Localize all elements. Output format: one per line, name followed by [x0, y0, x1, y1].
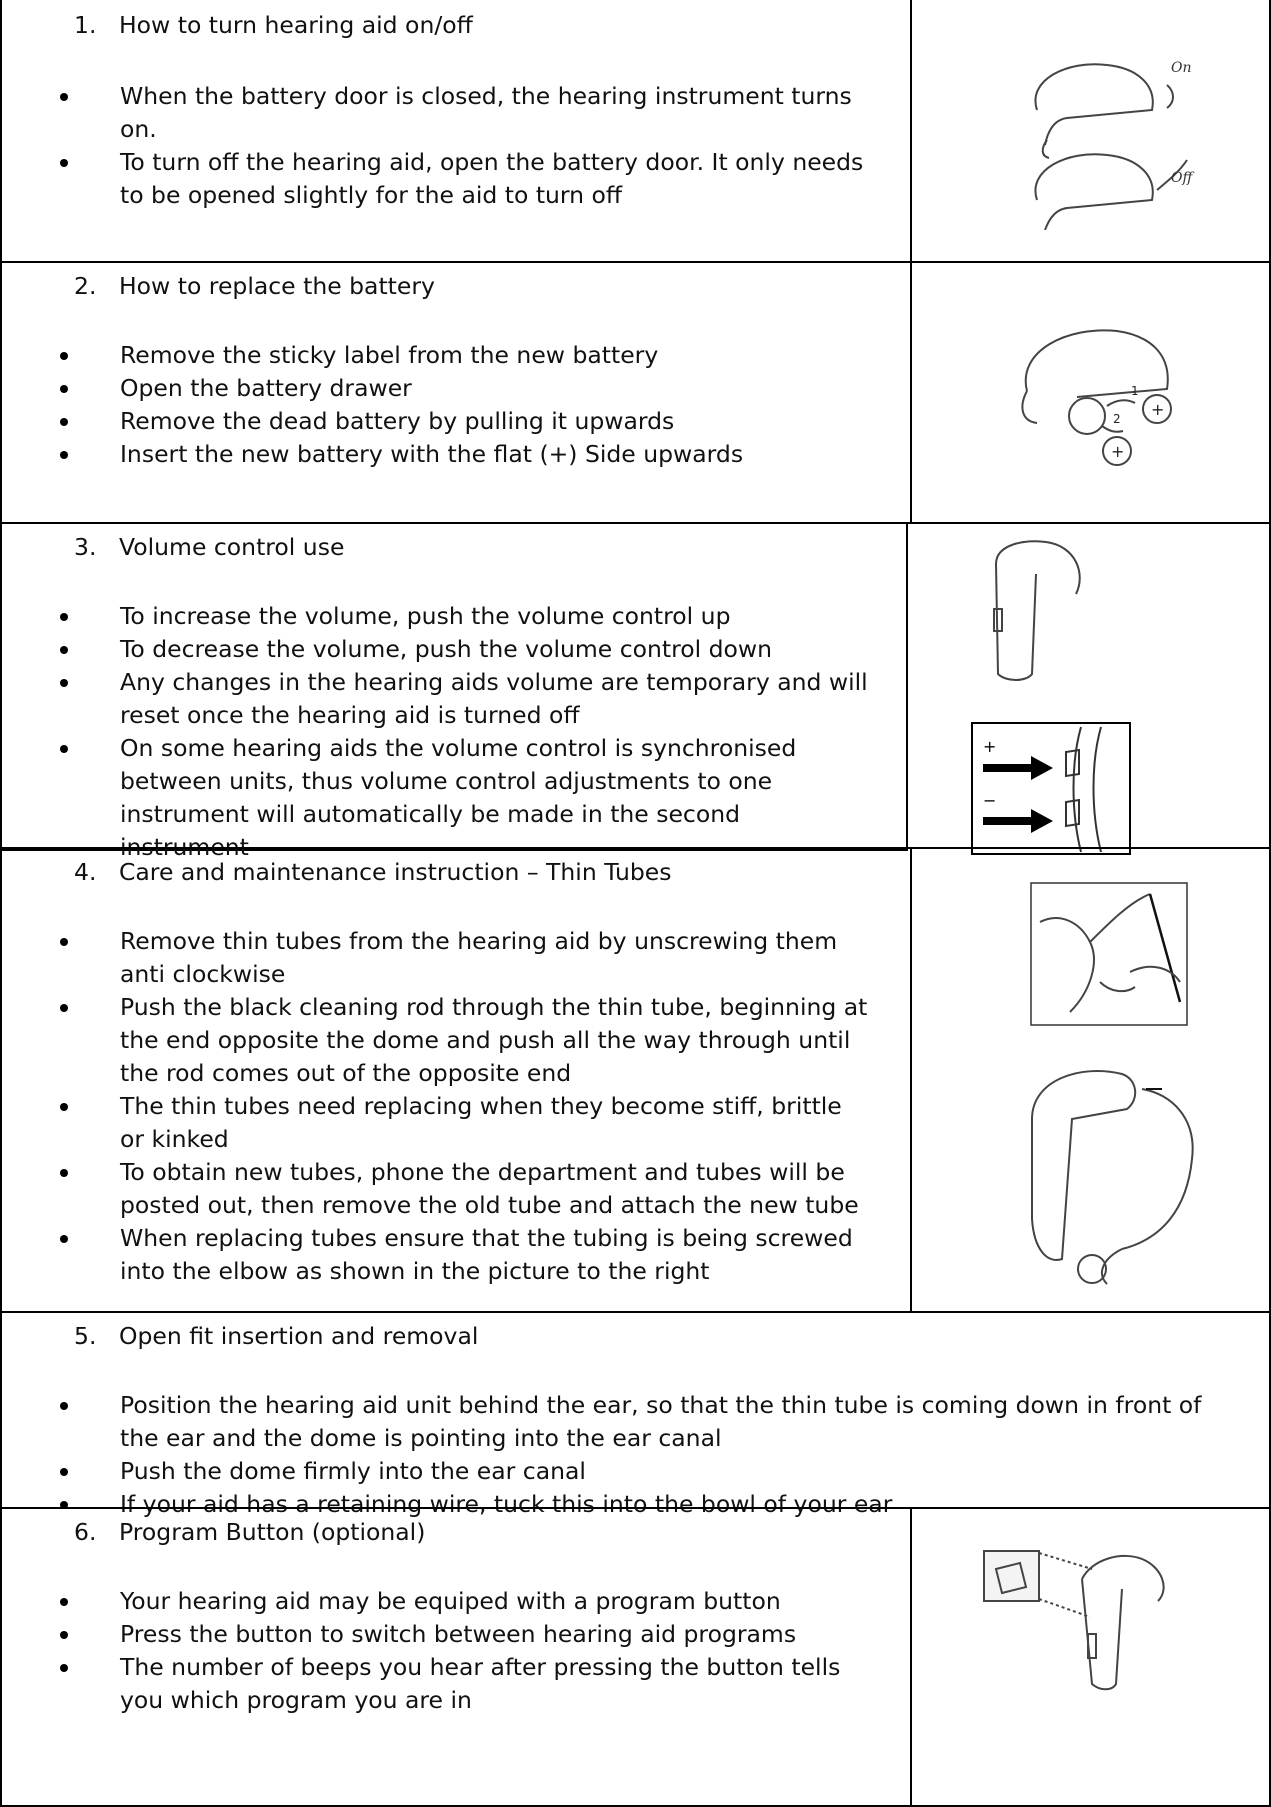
volume-plus-label: +: [983, 737, 997, 756]
section-number: 5.: [74, 1322, 97, 1350]
cleaning-rod-illustration: [1030, 882, 1188, 1027]
list-item: If your aid has a retaining wire, tuck this into the bowl of your ear: [60, 1488, 1210, 1521]
list-item: The thin tubes need replacing when they become stiff, brittle or kinked: [60, 1090, 870, 1156]
list-item: Open the battery drawer: [60, 372, 870, 405]
volume-aid-illustration: [976, 534, 1096, 684]
section-6: [0, 1507, 1271, 1807]
list-item: When the battery door is closed, the hearing instrument turns on.: [60, 80, 870, 146]
bullet-icon: [60, 352, 68, 360]
battery-plus-label: +: [1151, 400, 1165, 419]
bullet-list: [60, 80, 870, 212]
volume-control-detail: [971, 722, 1131, 857]
list-item: Press the button to switch between hearing aid programs: [60, 1618, 870, 1651]
bullet-icon: [60, 1402, 68, 1410]
bullet-icon: [60, 1598, 68, 1606]
section-title: How to turn hearing aid on/off: [119, 11, 473, 39]
list-item: To increase the volume, push the volume control up: [60, 600, 870, 633]
bullet-icon: [60, 1664, 68, 1672]
section-number: 2.: [74, 272, 97, 300]
volume-minus-label: −: [983, 791, 997, 810]
bullet-list: [60, 925, 870, 1288]
section-title: Care and maintenance instruction – Thin Tubes: [119, 858, 672, 886]
bullet-icon: [60, 418, 68, 426]
bullet-icon: [60, 1103, 68, 1111]
bullet-icon: [60, 745, 68, 753]
list-item: On some hearing aids the volume control is synchronised between units, thus volume control adjustments to one instrument will automatically be made in the second instrument: [60, 732, 870, 864]
power-on-off-illustration: [1007, 40, 1197, 230]
section-number: 4.: [74, 858, 97, 886]
bullet-icon: [60, 613, 68, 621]
section-title: Open fit insertion and removal: [119, 1322, 479, 1350]
list-item: Remove thin tubes from the hearing aid by unscrewing them anti clockwise: [60, 925, 870, 991]
program-button-illustration: [982, 1539, 1182, 1699]
section-number: 3.: [74, 533, 97, 561]
section-3: [0, 522, 908, 861]
step-1-label: 1: [1131, 384, 1139, 398]
section-title: Volume control use: [119, 533, 345, 561]
section-1: [0, 0, 1271, 263]
tube-attach-illustration: [1012, 1059, 1212, 1299]
section-3-image-column: [906, 522, 1271, 851]
list-item: Any changes in the hearing aids volume are temporary and will reset once the hearing aid is turned off: [60, 666, 870, 732]
list-item: Remove the dead battery by pulling it upwards: [60, 405, 870, 438]
bullet-icon: [60, 1235, 68, 1243]
section-5: [0, 1311, 1271, 1518]
list-item: Push the black cleaning rod through the thin tube, beginning at the end opposite the dome and push all the way through until the rod comes out of the opposite end: [60, 991, 870, 1090]
list-item: Push the dome firmly into the ear canal: [60, 1455, 1210, 1488]
list-item: To turn off the hearing aid, open the battery door. It only needs to be opened slightly for the aid to turn off: [60, 146, 870, 212]
section-4: [0, 847, 1271, 1313]
bullet-icon: [60, 1169, 68, 1177]
bullet-icon: [60, 646, 68, 654]
list-item: Remove the sticky label from the new battery: [60, 339, 870, 372]
bullet-icon: [60, 159, 68, 167]
list-item: The number of beeps you hear after pressing the button tells you which program you are in: [60, 1651, 870, 1717]
list-item: Insert the new battery with the flat (+) Side upwards: [60, 438, 870, 471]
bullet-list: [60, 1389, 1210, 1521]
bullet-icon: [60, 451, 68, 459]
list-item: To obtain new tubes, phone the department and tubes will be posted out, then remove the old tube and attach the new tube: [60, 1156, 870, 1222]
section-2: [0, 261, 1271, 524]
list-item: When replacing tubes ensure that the tubing is being screwed into the elbow as shown in the picture to the right: [60, 1222, 870, 1288]
bullet-icon: [60, 1004, 68, 1012]
bullet-icon: [60, 1631, 68, 1639]
bullet-icon: [60, 1468, 68, 1476]
section-title: Program Button (optional): [119, 1518, 426, 1546]
section-number: 1.: [74, 11, 97, 39]
battery-plus-label: +: [1111, 442, 1125, 461]
label-on: On: [1171, 60, 1192, 76]
bullet-icon: [60, 385, 68, 393]
bullet-icon: [60, 93, 68, 101]
list-item: Your hearing aid may be equiped with a program button: [60, 1585, 870, 1618]
section-number: 6.: [74, 1518, 97, 1546]
battery-replace-illustration: [1007, 311, 1197, 481]
list-item: Position the hearing aid unit behind the ear, so that the thin tube is coming down in front of the ear and the dome is pointing into the ear canal: [60, 1389, 1210, 1455]
bullet-list: [60, 1585, 870, 1717]
label-off: Off: [1171, 170, 1193, 186]
bullet-icon: [60, 679, 68, 687]
section-title: How to replace the battery: [119, 272, 435, 300]
step-2-label: 2: [1113, 412, 1121, 426]
bullet-list: [60, 339, 870, 471]
bullet-list: [60, 600, 870, 864]
list-item: To decrease the volume, push the volume control down: [60, 633, 870, 666]
bullet-icon: [60, 938, 68, 946]
